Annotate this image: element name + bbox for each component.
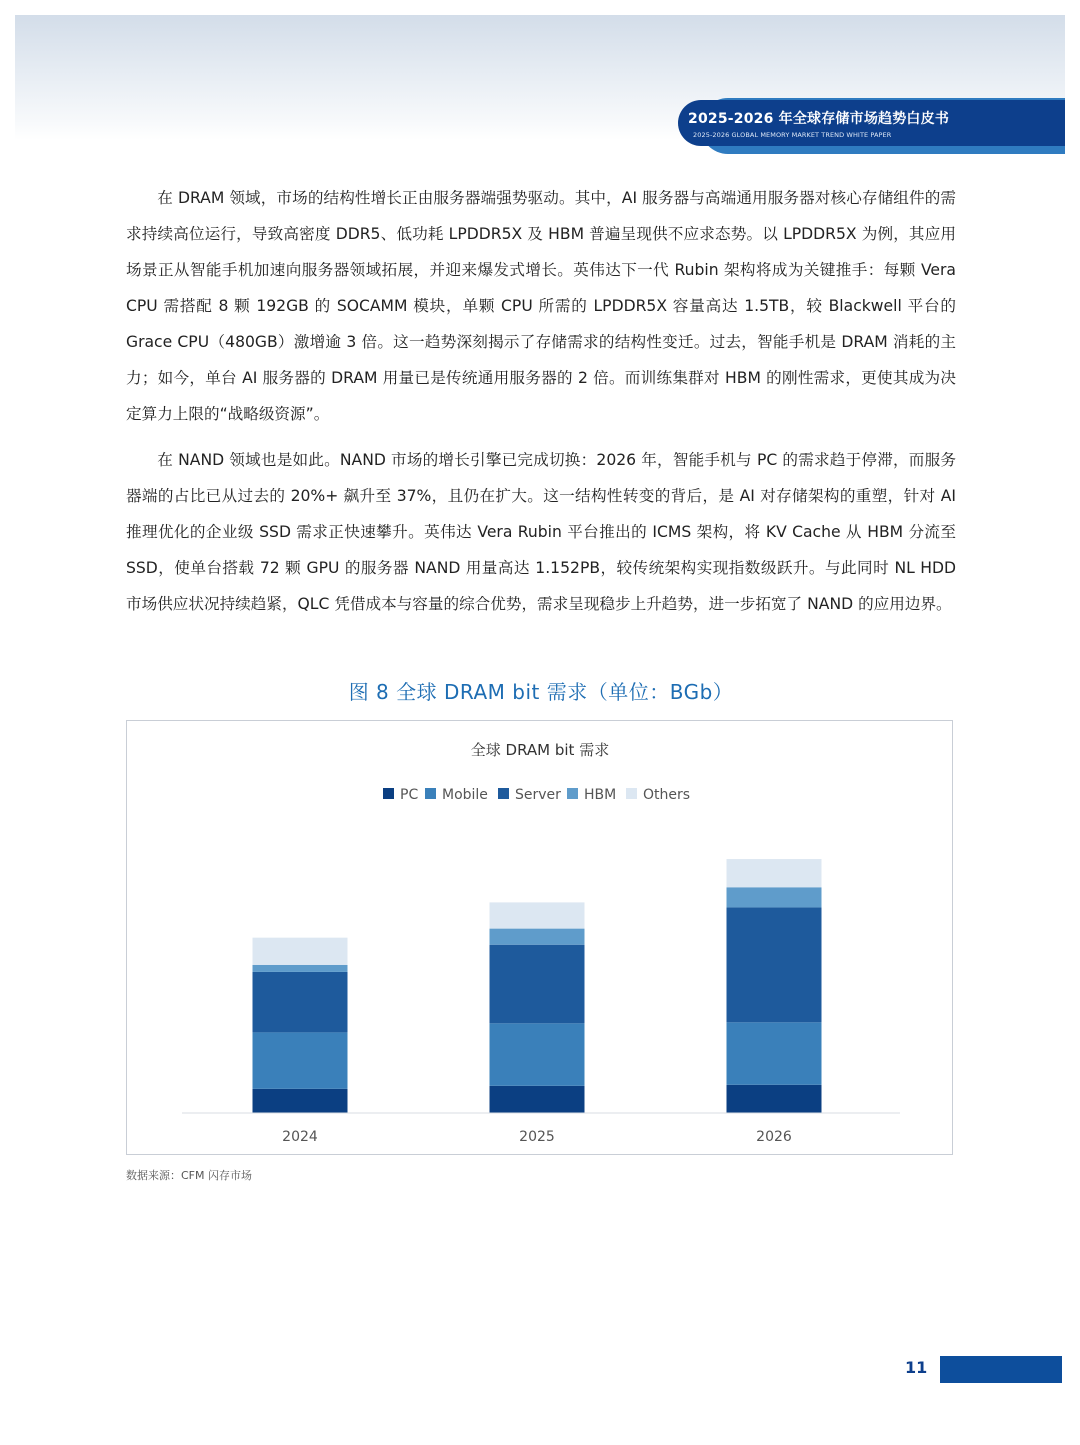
- body-text: [126, 180, 956, 632]
- figure-caption: 图 8 全球 DRAM bit 需求（单位：BGb）: [348, 680, 734, 704]
- bar-2025-server: [490, 945, 585, 1024]
- bar-2026-hbm: [727, 887, 822, 907]
- legend-label-others: Others: [643, 787, 691, 803]
- bar-2026-others: [727, 859, 822, 887]
- chart-bars: [253, 859, 822, 1113]
- bar-2024-others: [253, 938, 348, 965]
- chart-frame: [126, 720, 953, 1155]
- legend-swatch-others: [626, 788, 637, 799]
- legend-label-mobile: Mobile: [442, 787, 488, 803]
- bar-2025-hbm: [490, 929, 585, 945]
- footer-bar: [940, 1356, 1062, 1383]
- paragraph-dram: 在 DRAM 领域，市场的结构性增长正由服务器端强势驱动。其中，AI 服务器与高端通用服务器对核心存储组件的需求持续高位运行，导致高密度 DDR5、低功耗 LPDDR5X 及 HBM 普遍呈现供不应求态势。以 LPDDR5X 为例，其应用场景正从智能手机加速向服务器领域拓展，并迎来爆发式增长。英伟达下一代 Rubin 架构将成为关键推手：每颗 Vera CPU 需搭配 8 颗 192GB 的 SOCAMM 模块，单颗 CPU 所需的 LPDDR5X 容量高达 1.5TB，较 Blackwell 平台的 Grace CPU（480GB）激增逾 3 倍。这一趋势深刻揭示了存储需求的结构性变迁。过去，智能手机是 DRAM 消耗的主力；如今，单台 AI 服务器的 DRAM 用量已是传统通用服务器的 2 倍。而训练集群对 HBM 的刚性需求，更使其成为决定算力上限的“战略级资源”。: [126, 189, 956, 423]
- bar-2024-pc: [253, 1089, 348, 1113]
- page-number: 11: [905, 1358, 928, 1377]
- bar-2024-mobile: [253, 1032, 348, 1088]
- x-tick-label-2026: 2026: [756, 1129, 792, 1145]
- bar-2026-server: [727, 907, 822, 1022]
- bar-2024-hbm: [253, 965, 348, 972]
- data-source-note: 数据来源：CFM 闪存市场: [126, 1169, 252, 1182]
- bar-2025-others: [490, 902, 585, 928]
- paragraph-nand: 在 NAND 领域也是如此。NAND 市场的增长引擎已完成切换：2026 年，智能手机与 PC 的需求趋于停滞，而服务器端的占比已从过去的 20%+ 飙升至 37%，且仍在扩大。这一结构性转变的背后，是 AI 对存储架构的重塑，针对 AI 推理优化的企业级 SSD 需求正快速攀升。英伟达 Vera Rubin 平台推出的 ICMS 架构，将 KV Cache 从 HBM 分流至 SSD，使单台搭载 72 颗 GPU 的服务器 NAND 用量高达 1.152PB，较传统架构实现指数级跃升。与此同时 NL HDD 市场供应状况持续趋紧，QLC 凭借成本与容量的综合优势，需求呈现稳步上升趋势，进一步拓宽了 NAND 的应用边界。: [126, 451, 956, 613]
- legend-label-server: Server: [515, 787, 561, 803]
- legend-label-pc: PC: [400, 787, 419, 803]
- bar-2024-server: [253, 972, 348, 1032]
- legend-swatch-hbm: [567, 788, 578, 799]
- legend-swatch-server: [498, 788, 509, 799]
- bar-2026-mobile: [727, 1022, 822, 1084]
- legend-swatch-pc: [383, 788, 394, 799]
- chart-legend: [383, 787, 690, 803]
- bar-2026-pc: [727, 1085, 822, 1113]
- bar-2025-pc: [490, 1086, 585, 1113]
- stacked-bar-chart: [127, 721, 954, 1156]
- chart-title: 全球 DRAM bit 需求: [470, 741, 610, 759]
- document-title: 2025-2026 年全球存储市场趋势白皮书: [688, 111, 950, 127]
- x-tick-label-2024: 2024: [282, 1129, 318, 1145]
- bar-2025-mobile: [490, 1023, 585, 1085]
- legend-label-hbm: HBM: [584, 787, 617, 803]
- x-tick-label-2025: 2025: [519, 1129, 555, 1145]
- legend-swatch-mobile: [425, 788, 436, 799]
- document-subtitle: 2025-2026 GLOBAL MEMORY MARKET TREND WHITE PAPER: [693, 131, 892, 139]
- x-axis-labels: [282, 1129, 792, 1145]
